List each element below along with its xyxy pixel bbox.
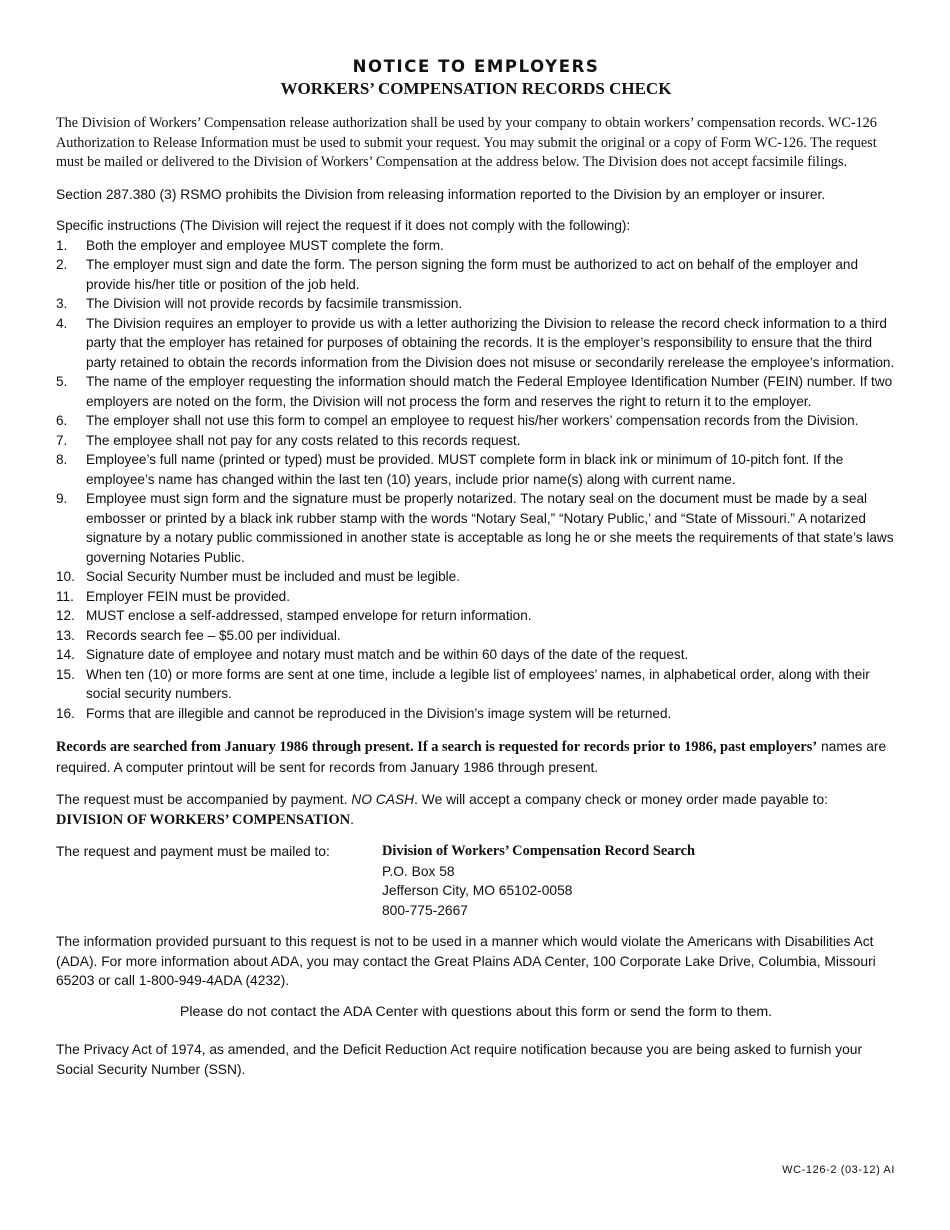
instruction-item	[56, 431, 896, 451]
instruction-text: Employee must sign form and the signature must be properly notarized. The notary seal on the document must be made by a seal embosser or printed by a black ink rubber stamp with the words “Notary Seal,” “Notary Public,’ and “State of Missouri.” A notarized signature by a notary public commissioned in another state is acceptable as long he or she meets the requirements of that state’s laws governing Notaries Public.	[86, 491, 894, 565]
instruction-number: 5.	[56, 374, 68, 389]
instruction-text: Forms that are illegible and cannot be reproduced in the Division’s image system will be returned.	[86, 705, 672, 721]
instruction-number: 1.	[56, 237, 68, 253]
instruction-item	[56, 450, 896, 489]
instruction-item	[56, 236, 896, 256]
address-po-box: P.O. Box 58	[382, 863, 455, 879]
instruction-text: Signature date of employee and notary must match and be within 60 days of the date of the request.	[86, 647, 689, 662]
instruction-item	[56, 587, 896, 607]
address-name: Division of Workers’ Compensation Record Search	[382, 843, 695, 859]
instruction-text: The name of the employer requesting the information should match the Federal Employee Identification Number (FEIN) number. If two employers are noted on the form, the Division will not process the form and reserves the right to return it to the employer.	[86, 374, 893, 409]
instruction-number: 12.	[56, 608, 75, 623]
instruction-number: 2.	[56, 257, 68, 272]
instruction-text: Both the employer and employee MUST complete the form.	[86, 237, 444, 253]
instruction-number: 14.	[56, 647, 75, 662]
instruction-item	[56, 665, 896, 704]
instruction-item	[56, 626, 896, 646]
instruction-text: Social Security Number must be included and must be legible.	[86, 569, 461, 584]
instruction-item	[56, 255, 896, 294]
instruction-item	[56, 314, 896, 373]
instructions-list	[56, 236, 896, 724]
instruction-text: Records search fee – $5.00 per individual.	[86, 627, 341, 643]
instruction-item	[56, 645, 896, 665]
instruction-item	[56, 372, 896, 411]
address-city: Jefferson City, MO 65102-0058	[382, 883, 573, 898]
instruction-number: 4.	[56, 315, 68, 331]
instruction-number: 13.	[56, 627, 75, 643]
instruction-number: 16.	[56, 705, 75, 721]
instruction-text: The Division will not provide records by facsimile transmission.	[86, 296, 463, 311]
instruction-number: 15.	[56, 666, 75, 682]
rsmo-paragraph: Section 287.380 (3) RSMO prohibits the Division from releasing information reported to the Division by an employer or insurer.	[56, 186, 826, 202]
instruction-text: The employer must sign and date the form. The person signing the form must be authorized to act on behalf of the employer and provide his/her title or position of the job held.	[86, 257, 859, 292]
notice-title: NOTICE TO EMPLOYERS	[352, 57, 600, 76]
privacy-paragraph: The Privacy Act of 1974, as amended, and the Deficit Reduction Act require notification because you are being asked to furnish your Social Security Number (SSN).	[56, 1042, 863, 1077]
instruction-number: 11.	[56, 588, 74, 604]
instruction-item	[56, 606, 896, 626]
instruction-text: MUST enclose a self-addressed, stamped envelope for return information.	[86, 608, 532, 623]
mailing-address	[382, 842, 695, 920]
instruction-number: 8.	[56, 452, 68, 467]
instruction-number: 9.	[56, 491, 68, 506]
instruction-item	[56, 489, 896, 567]
mailing-block	[56, 842, 896, 920]
instruction-item	[56, 704, 896, 724]
instruction-number: 7.	[56, 432, 68, 448]
records-search-bold: Records are searched from January 1986 through present. If a search is requested for records prior to 1986, past employers’	[56, 739, 818, 755]
instruction-text: The Division requires an employer to provide us with a letter authorizing the Division to release the record check information to a third party that the employer has retained for purposes of obtaining the records. It is the employer’s responsibility to ensure that the third party retained to obtain the records information from the Division does not misuse or secondarily rerelease the employee’s information.	[86, 315, 895, 370]
payment-paragraph	[56, 790, 896, 830]
no-cash-text: NO CASH	[351, 792, 415, 807]
ada-paragraph: The information provided pursuant to this request is not to be used in a manner which would violate the Americans with Disabilities Act (ADA). For more information about ADA, you may contact the Great Plains ADA Center, 100 Corporate Lake Drive, Columbia, Missouri 65203 or call 1-800-949-4ADA (4232).	[56, 934, 876, 988]
instruction-item	[56, 411, 896, 431]
payment-text-after: . We will accept a company check or money order made payable to:	[414, 792, 828, 807]
records-search-normal: names are required. A computer printout will be sent for records from January 1986 through present.	[56, 739, 887, 775]
mailing-label: The request and payment must be mailed to:	[56, 844, 330, 859]
instruction-number: 3.	[56, 296, 68, 311]
records-search-paragraph	[56, 737, 896, 778]
instruction-text: When ten (10) or more forms are sent at one time, include a legible list of employees’ names, in alphabetical order, along with their social security numbers.	[86, 666, 870, 701]
payee-period: .	[350, 811, 354, 827]
records-check-title: WORKERS’ COMPENSATION RECORDS CHECK	[280, 79, 672, 98]
ada-note: Please do not contact the ADA Center with questions about this form or send the form to them.	[179, 1003, 773, 1020]
instruction-text: Employer FEIN must be provided.	[86, 588, 290, 604]
intro-paragraph: The Division of Workers’ Compensation release authorization shall be used by your company to obtain workers’ compensation records. WC-126 Authorization to Release Information must be used to submit your request. You may submit the original or a copy of Form WC-126. The request must be mailed or delivered to the Division of Workers’ Compensation at the address below. The Division does not accept facsimile filings.	[56, 115, 877, 170]
form-id: WC-126-2 (03-12) AI	[782, 1164, 895, 1176]
instruction-number: 6.	[56, 413, 68, 428]
instruction-text: The employer shall not use this form to compel an employee to request his/her workers’ compensation records from the Division.	[86, 413, 859, 428]
notice-page	[56, 56, 896, 1091]
payee-name: DIVISION OF WORKERS’ COMPENSATION	[56, 811, 351, 828]
instruction-item	[56, 567, 896, 587]
instructions-intro: Specific instructions (The Division will reject the request if it does not comply with the following):	[56, 218, 631, 233]
instruction-number: 10.	[56, 569, 75, 584]
instruction-text: Employee’s full name (printed or typed) must be provided. MUST complete form in black ink or minimum of 10-pitch font. If the employee’s name has changed within the last ten (10) years, include prior name(s) along with current name.	[86, 452, 844, 487]
instruction-item	[56, 294, 896, 314]
payment-text-before: The request must be accompanied by payment.	[56, 792, 352, 807]
instruction-text: The employee shall not pay for any costs related to this records request.	[86, 432, 521, 448]
address-phone: 800-775-2667	[382, 902, 468, 918]
